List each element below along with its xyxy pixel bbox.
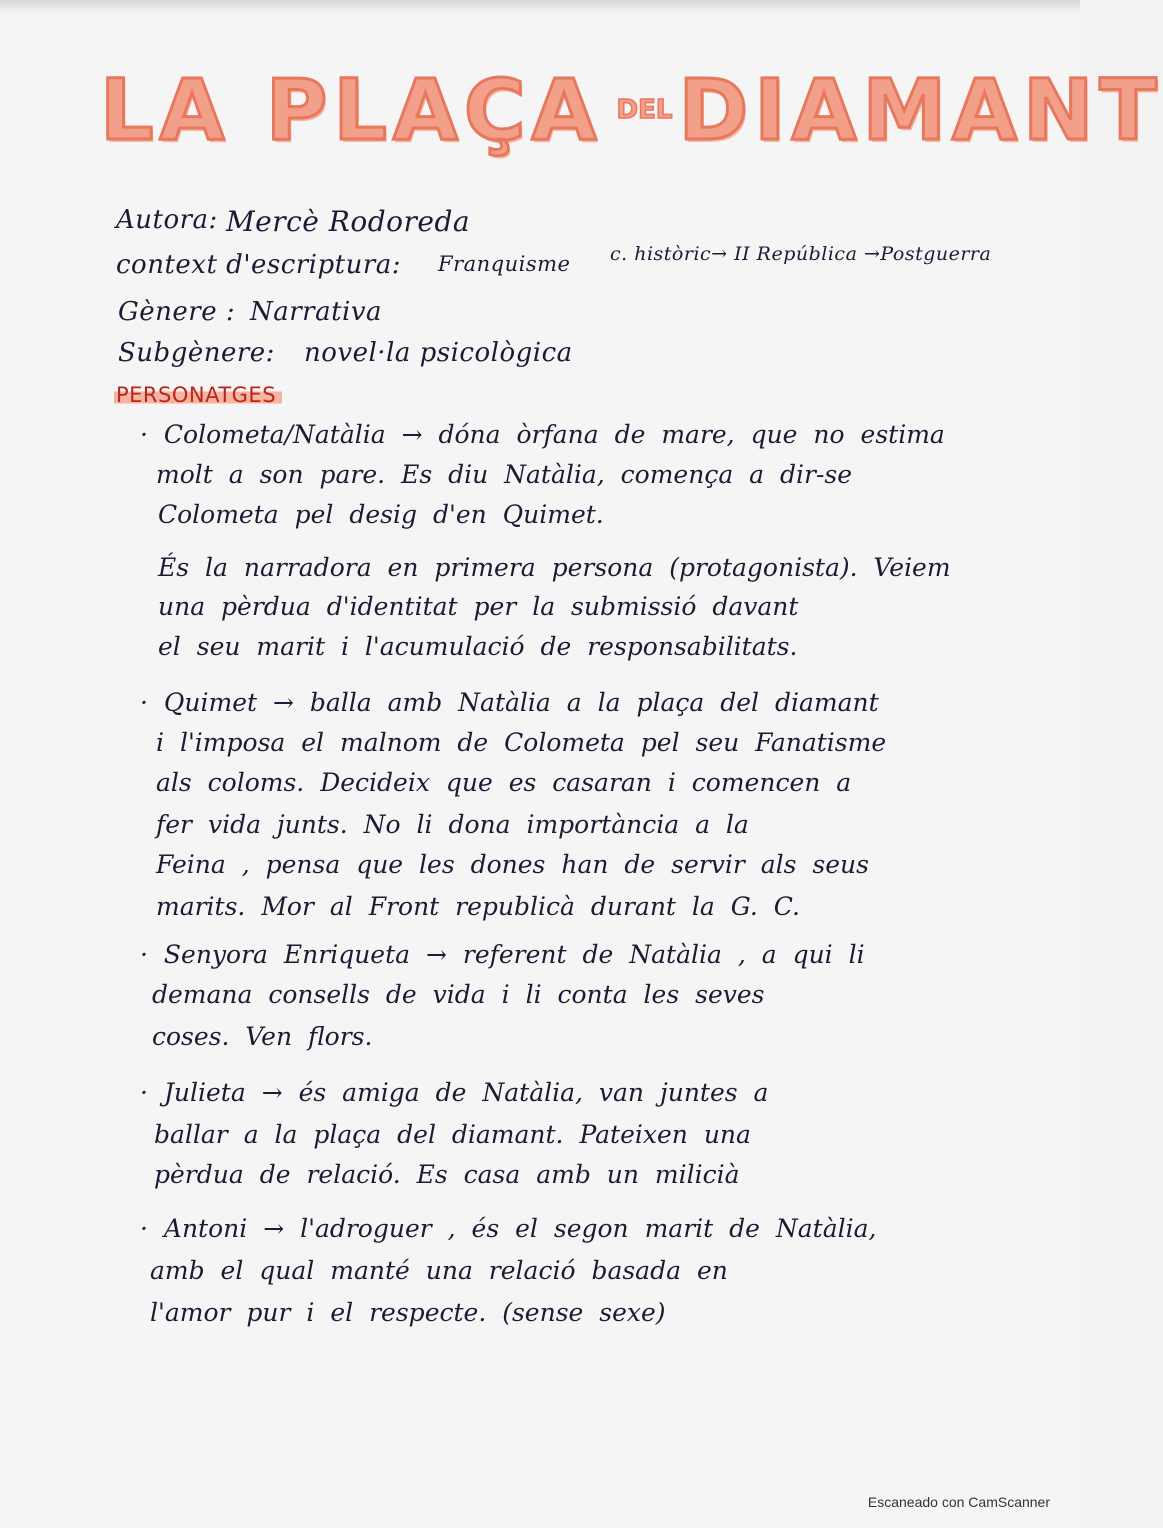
autora-label: Autora: — [116, 205, 218, 235]
page-title — [100, 50, 1163, 170]
character-antoni-line: l'amor pur i el respecte. (sense sexe) — [150, 1298, 666, 1327]
subgenere-value: novel·la psicològica — [304, 338, 573, 368]
title-part2: DEL — [616, 95, 673, 125]
character-antoni-line: · Antoni → l'adroguer , és el segon marit de Natàlia, — [140, 1214, 877, 1243]
context-value: Franquisme — [438, 252, 571, 276]
character-julieta-line: pèrdua de relació. Es casa amb un milicià — [154, 1160, 740, 1189]
character-colometa-line: Colometa pel desig d'en Quimet. — [158, 500, 604, 529]
title-part1: LA PLAÇA — [100, 61, 603, 159]
subgenere-label: Subgènere: — [118, 338, 275, 368]
scan-edge-shadow — [0, 0, 1080, 14]
character-quimet-line: fer vida junts. No li dona importància a la — [156, 810, 749, 839]
character-quimet-line: Feina , pensa que les dones han de servir als seus — [156, 850, 869, 879]
historic-context: c. històric→ II República →Postguerra — [610, 243, 992, 265]
character-colometa-line: · Colometa/Natàlia → dóna òrfana de mare, que no estima — [140, 420, 945, 449]
character-enriqueta-line: demana consells de vida i li conta les seves — [152, 980, 765, 1009]
title-part3: DIAMANT — [678, 61, 1163, 159]
context-label: context d'escriptura: — [116, 250, 402, 280]
character-quimet-line: i l'imposa el malnom de Colometa pel seu Fanatisme — [156, 728, 887, 757]
character-antoni-line: amb el qual manté una relació basada en — [150, 1256, 728, 1285]
personatges-heading: PERSONATGES — [114, 383, 282, 407]
character-quimet-line: als coloms. Decideix que es casaran i comencen a — [156, 768, 852, 797]
scanner-watermark: Escaneado con CamScanner — [867, 1494, 1050, 1510]
character-julieta-line: · Julieta → és amiga de Natàlia, van juntes a — [140, 1078, 769, 1107]
character-colometa-detail: una pèrdua d'identitat per la submissió davant — [158, 592, 799, 621]
autora-value: Mercè Rodoreda — [226, 205, 471, 238]
character-enriqueta-line: · Senyora Enriqueta → referent de Natàlia , a qui li — [140, 940, 865, 969]
character-colometa-line: molt a son pare. Es diu Natàlia, comença a dir-se — [156, 460, 853, 489]
character-colometa-detail: el seu marit i l'acumulació de responsabilitats. — [158, 632, 798, 661]
genere-value: Narrativa — [250, 297, 383, 327]
character-quimet-line: marits. Mor al Front republicà durant la G. C. — [156, 892, 800, 921]
character-enriqueta-line: coses. Ven flors. — [152, 1022, 373, 1051]
character-quimet-line: · Quimet → balla amb Natàlia a la plaça del diamant — [140, 688, 879, 717]
genere-label: Gènere : — [118, 297, 236, 327]
character-colometa-detail: És la narradora en primera persona (protagonista). Veiem — [158, 553, 951, 582]
character-julieta-line: ballar a la plaça del diamant. Pateixen una — [154, 1120, 751, 1149]
